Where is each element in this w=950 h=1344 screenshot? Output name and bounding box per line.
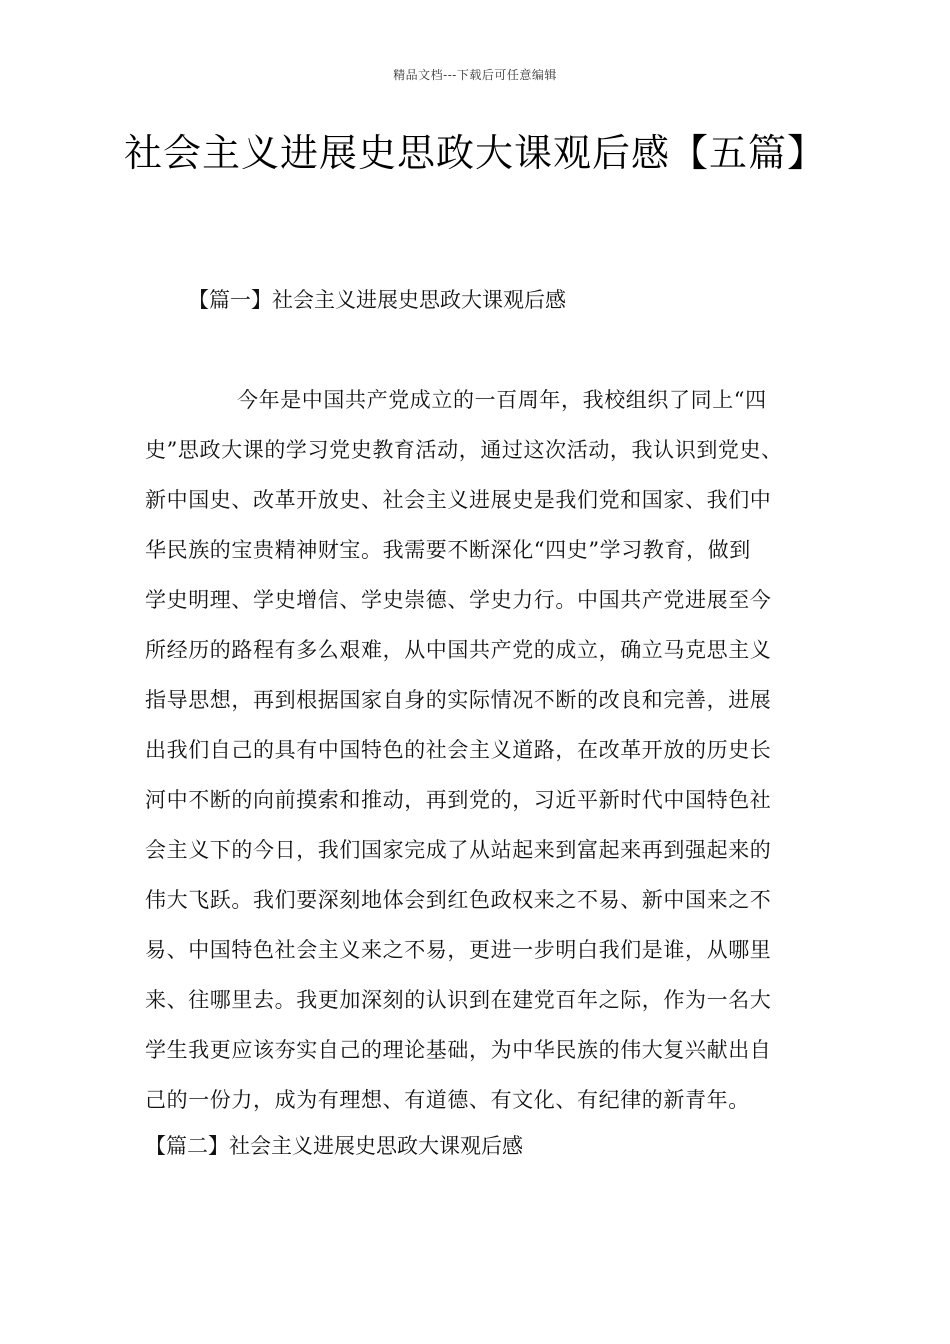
document-title: 社会主义进展史思政大课观后感【五篇】: [123, 131, 826, 175]
page-header-note: 精品文档---下载后可任意编辑: [393, 68, 557, 82]
body-line: 指导思想，再到根据国家自身的实际情况不断的改良和完善，进展: [145, 688, 772, 712]
body-line: 己的一份力，成为有理想、有道德、有文化、有纪律的新青年。: [145, 1088, 750, 1112]
body-line: 今年是中国共产党成立的一百周年，我校组织了同上“四: [237, 388, 767, 412]
body-line: 会主义下的今日，我们国家完成了从站起来到富起来再到强起来的: [145, 838, 772, 862]
body-line: 易、中国特色社会主义来之不易，更进一步明白我们是谁，从哪里: [145, 938, 772, 962]
section-heading-1: 【篇一】社会主义进展史思政大课观后感: [188, 288, 566, 312]
body-line: 出我们自己的具有中国特色的社会主义道路，在改革开放的历史长: [145, 738, 772, 762]
body-line: 河中不断的向前摸索和推动，再到党的，习近平新时代中国特色社: [145, 788, 772, 812]
body-line: 所经历的路程有多么艰难，从中国共产党的成立，确立马克思主义: [145, 638, 772, 662]
body-line: 新中国史、改革开放史、社会主义进展史是我们党和国家、我们中: [145, 488, 772, 512]
body-line: 来、往哪里去。我更加深刻的认识到在建党百年之际，作为一名大: [145, 988, 772, 1012]
body-line: 史”思政大课的学习党史教育活动，通过这次活动，我认识到党史、: [145, 438, 783, 462]
body-line: 学史明理、学史增信、学史崇德、学史力行。中国共产党进展至今: [145, 588, 772, 612]
body-line: 伟大飞跃。我们要深刻地体会到红色政权来之不易、新中国来之不: [145, 888, 772, 912]
section-heading-2: 【篇二】社会主义进展史思政大课观后感: [145, 1134, 523, 1158]
body-line: 华民族的宝贵精神财宝。我需要不断深化“四史”学习教育，做到: [145, 538, 751, 562]
section-1-body: [145, 375, 805, 1125]
body-line: 学生我更应该夯实自己的理论基础，为中华民族的伟大复兴献出自: [145, 1038, 772, 1062]
